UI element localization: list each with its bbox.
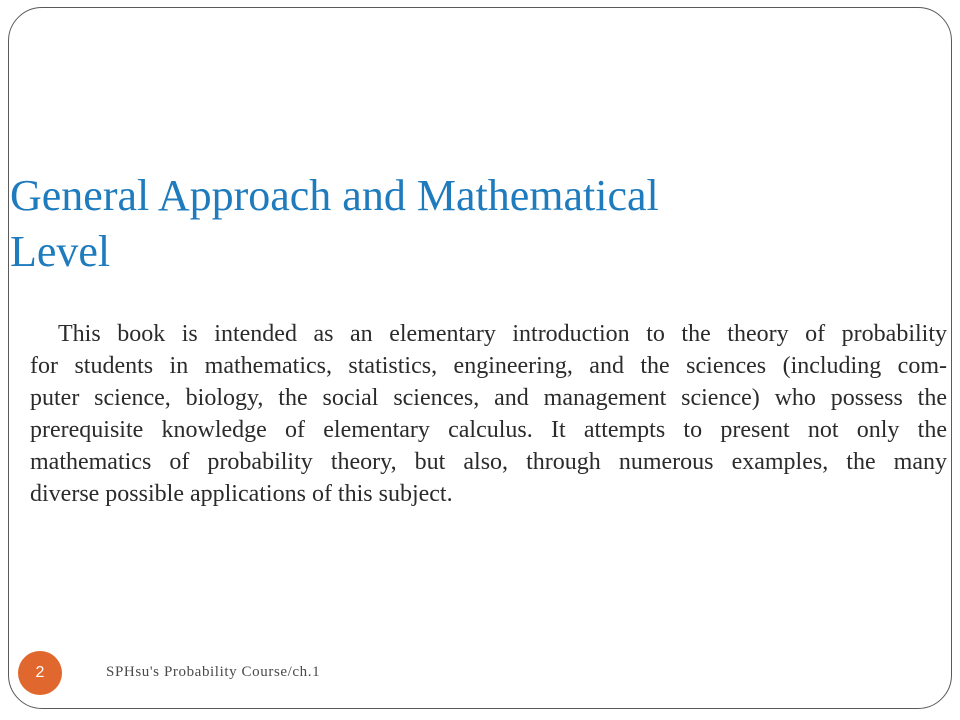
excerpt-line-2: for students in mathematics, statistics, engineering, and the sciences (including com- bbox=[30, 353, 947, 379]
excerpt-line-6: diverse possible applications of this subject. bbox=[30, 481, 453, 507]
excerpt-line-5: mathematics of probability theory, but also, through numerous examples, the many bbox=[30, 449, 947, 475]
slide-title bbox=[10, 168, 770, 280]
page-number-badge: 2 bbox=[18, 651, 62, 695]
book-excerpt bbox=[30, 318, 947, 510]
excerpt-line-3: puter science, biology, the social sciences, and management science) who possess the bbox=[30, 385, 947, 411]
footer-text: SPHsu's Probability Course/ch.1 bbox=[106, 664, 321, 680]
excerpt-line-1: This book is intended as an elementary introduction to the theory of probability bbox=[58, 321, 947, 347]
title-line-1: General Approach and Mathematical bbox=[10, 171, 659, 220]
title-line-2: Level bbox=[10, 227, 111, 276]
excerpt-line-4: prerequisite knowledge of elementary calculus. It attempts to present not only the bbox=[30, 417, 947, 443]
